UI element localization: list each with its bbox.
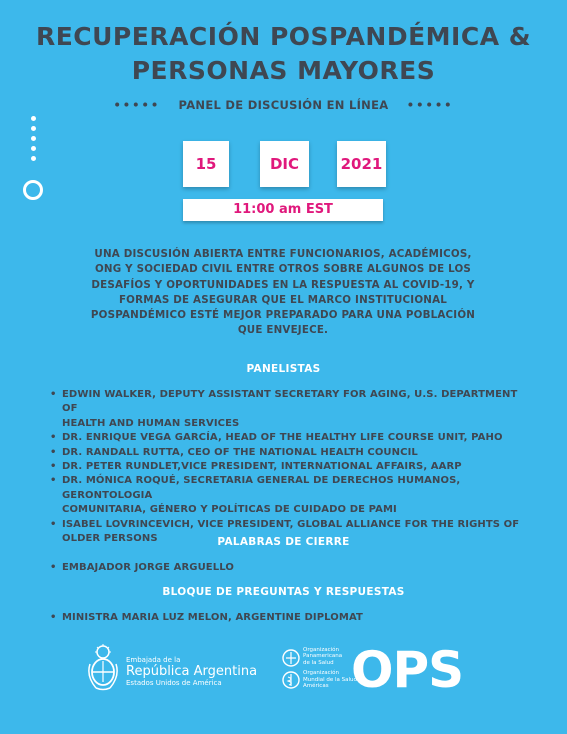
list-item: • DR. MÓNICA ROQUÉ, SECRETARIA GENERAL DE DERECHOS HUMANOS, GERONTOLOGIA COMUNITARIA, GÉNERO Y POLÍTICAS DE CUIDADO DE PAMI [62,474,532,517]
date-month: DIC [269,155,300,173]
paho-line-4: Organización [303,670,340,677]
date-month-box [260,141,309,187]
panelists-heading: PANELISTAS [246,363,321,375]
paho-line-6: Américas [303,683,329,690]
closing-heading: PALABRAS DE CIERRE [217,536,350,548]
ops-logo-text: OPS [351,641,464,699]
argentina-line-2: República Argentina [126,664,258,679]
description-line: ONG Y SOCIEDAD CIVIL ENTRE OTROS SOBRE ALGUNOS DE LOS [94,263,472,276]
paho-line-1: Organización [303,647,340,653]
list-item: • MINISTRA MARIA LUZ MELON, ARGENTINE DIPLOMAT [62,611,532,625]
argentina-line-3: Estados Unidos de América [126,679,222,687]
qa-heading: BLOQUE DE PREGUNTAS Y RESPUESTAS [162,586,405,598]
coat-of-arms-icon [86,644,120,692]
time-box [183,199,383,221]
closing-list [62,561,532,575]
description [78,247,488,339]
paho-emblem-icon [282,649,300,667]
who-emblem-icon [282,671,300,689]
title-line-2: PERSONAS MAYORES [131,56,436,85]
list-item: • EMBAJADOR JORGE ARGUELLO [62,561,532,575]
date-day-box [183,141,229,187]
paho-line-3: de la Salud [303,659,334,666]
subtitle-text: PANEL DE DISCUSIÓN EN LÍNEA [178,98,389,112]
argentina-line-1: Embajada de la [126,656,181,664]
ring-decoration [23,180,43,200]
paho-line-2: Panamericana [303,653,343,660]
subtitle [0,98,567,112]
page-title [0,20,567,88]
subtitle-dots-right: ••••• [406,98,454,112]
subtitle-dots-left: ••••• [113,98,161,112]
date-year: 2021 [340,155,383,173]
qa-list [62,611,532,625]
description-line: FORMAS DE ASEGURAR QUE EL MARCO INSTITUCIONAL [118,293,448,306]
list-item: • DR. PETER RUNDLET,VICE PRESIDENT, INTERNATIONAL AFFAIRS, AARP [62,460,532,474]
list-item: • DR. ENRIQUE VEGA GARCÍA, HEAD OF THE HEALTHY LIFE COURSE UNIT, PAHO [62,431,532,445]
date-year-box [337,141,386,187]
list-item: • ISABEL LOVRINCEVICH, VICE PRESIDENT, GLOBAL ALLIANCE FOR THE RIGHTS OF OLDER PERSONS [62,518,532,547]
paho-line-5: Mundial de la Salud [303,676,358,683]
description-line: POSPANDÉMICO ESTÉ MEJOR PREPARADO PARA UNA POBLACIÓN [90,309,476,322]
title-line-1: RECUPERACIÓN POSPANDÉMICA & [35,22,532,51]
list-item: • EDWIN WALKER, DEPUTY ASSISTANT SECRETARY FOR AGING, U.S. DEPARTMENT OF HEALTH AND HUMAN SERVICES [62,388,532,431]
date-day: 15 [195,155,217,173]
panelists-list [62,388,532,546]
description-line: DESAFÍOS Y OPORTUNIDADES EN LA RESPUESTA AL COVID-19, Y [91,278,475,291]
list-item: • DR. RANDALL RUTTA, CEO OF THE NATIONAL HEALTH COUNCIL [62,446,532,460]
description-line: QUE ENVEJECE. [237,324,329,337]
event-time: 11:00 am EST [233,202,333,217]
decorative-dots [30,116,38,166]
description-line: UNA DISCUSIÓN ABIERTA ENTRE FUNCIONARIOS, ACADÉMICOS, [94,248,472,260]
